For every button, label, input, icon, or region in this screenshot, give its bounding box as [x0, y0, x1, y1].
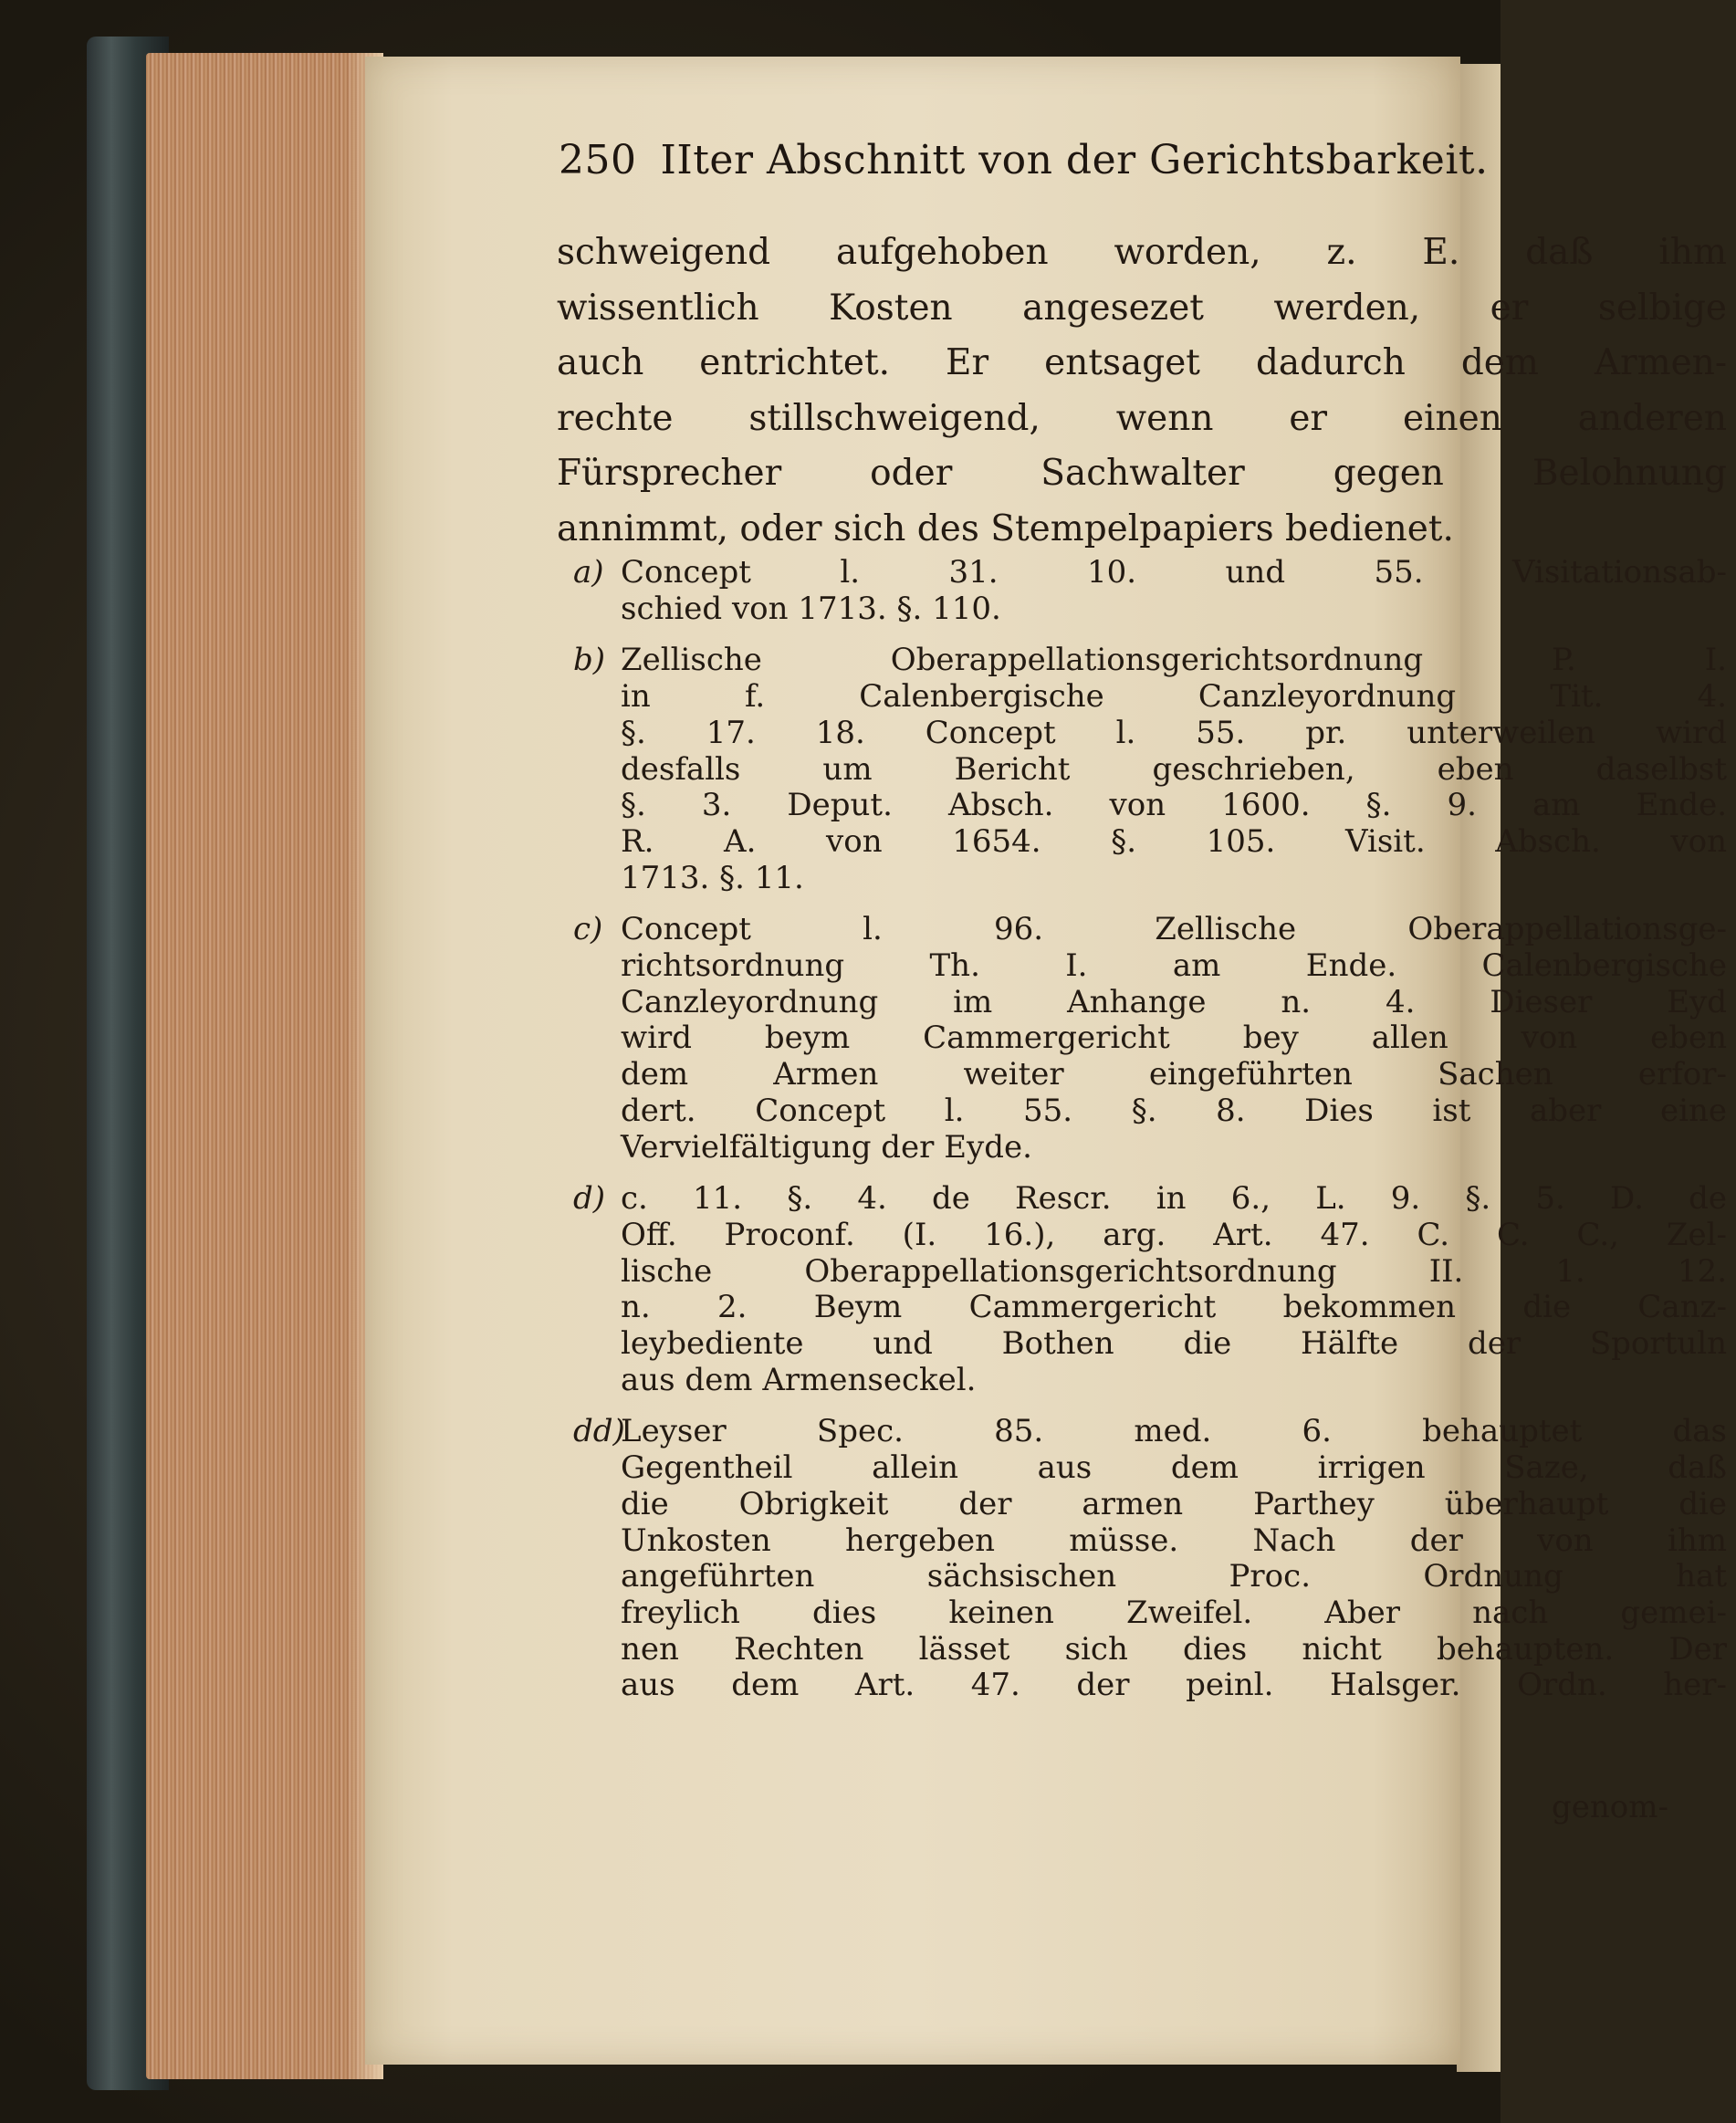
text-line: wissentlich Kosten angesezet werden, er selbige: [557, 287, 1727, 329]
footnote-dd: [557, 1414, 1727, 1704]
catchword: genom-: [1552, 1789, 1668, 1825]
page-number: 250: [559, 137, 637, 183]
footnote-line: schied von 1713. §. 110.: [621, 590, 1001, 627]
footnote-line: freylich dies keinen Zweifel. Aber nach gemei-: [621, 1594, 1727, 1631]
footnote-line: Canzleyordnung im Anhange n. 4. Dieser Eyd: [621, 983, 1727, 1020]
footnote-line: Unkosten hergeben müsse. Nach der von ihm: [621, 1522, 1727, 1559]
footnote-line: die Obrigkeit der armen Parthey überhaupt die: [621, 1485, 1727, 1522]
footnote-label: a): [573, 554, 604, 591]
footnote-b: [557, 643, 1727, 896]
footnote-a: [557, 555, 1727, 627]
footnote-c: [557, 912, 1727, 1166]
footnote-line: c. 11. §. 4. de Rescr. in 6., L. 9. §. 5. D. de: [621, 1180, 1727, 1218]
footnote-line: lische Oberappellationsgerichtsordnung II. 1. 12.: [621, 1252, 1727, 1290]
book-page: [365, 57, 1727, 2065]
text-line: Fürsprecher oder Sachwalter gegen Belohnung: [557, 453, 1727, 494]
footnote-label: b): [573, 642, 606, 679]
running-header: [559, 137, 1736, 183]
footnote-line: angeführten sächsischen Proc. Ordnung hat: [621, 1558, 1727, 1595]
running-title: IIter Abschnitt von der Gerichtsbarkeit.: [660, 137, 1489, 183]
footnotes: [557, 555, 1727, 1720]
footnote-d: [557, 1181, 1727, 1398]
text-line: rechte stillschweigend, wenn er einen anderen: [557, 397, 1727, 439]
footnote-line: in f. Calenbergische Canzleyordnung Tit. 4.: [621, 678, 1727, 716]
footnote-line: leybediente und Bothen die Hälfte der Sportuln: [621, 1325, 1727, 1363]
footnote-line: Zellische Oberappellationsgerichtsordnung P. I.: [621, 642, 1727, 679]
footnote-line: Off. Proconf. (I. 16.), arg. Art. 47. C. C. C., Zel-: [621, 1216, 1727, 1253]
footnote-line: Leyser Spec. 85. med. 6. behauptet das: [621, 1413, 1727, 1450]
footnote-line: Gegentheil allein aus dem irrigen Saze, daß: [621, 1449, 1727, 1487]
footnote-line: Concept l. 96. Zellische Oberappellationsge-: [621, 911, 1727, 948]
footnote-line: §. 17. 18. Concept l. 55. pr. unterweilen wird: [621, 714, 1727, 751]
footnote-line: Concept l. 31. 10. und 55. Visitationsab-: [621, 554, 1727, 591]
footnote-label: d): [573, 1180, 606, 1218]
footnote-line: richtsordnung Th. I. am Ende. Calenbergische: [621, 947, 1727, 985]
text-line: annimmt, oder sich des Stempelpapiers bedienet.: [557, 507, 1454, 549]
page-edges: [146, 53, 383, 2079]
footnote-line: dem Armen weiter eingeführten Sachen erfor-: [621, 1056, 1727, 1093]
footnote-line: Vervielfältigung der Eyde.: [621, 1128, 1032, 1166]
footnote-line: 1713. §. 11.: [621, 859, 804, 896]
footnote-line: aus dem Art. 47. der peinl. Halsger. Ordn. her-: [621, 1667, 1727, 1704]
footnote-label: c): [573, 911, 603, 948]
text-line: auch entrichtet. Er entsaget dadurch dem Armen-: [557, 342, 1727, 383]
footnote-line: wird beym Cammergericht bey allen von eben: [621, 1020, 1727, 1057]
footnote-label: dd): [573, 1413, 625, 1450]
footnote-line: aus dem Armenseckel.: [621, 1361, 977, 1398]
footnote-line: desfalls um Bericht geschrieben, eben daselbst: [621, 750, 1727, 788]
footnote-line: dert. Concept l. 55. §. 8. Dies ist aber eine: [621, 1092, 1727, 1129]
text-line: schweigend aufgehoben worden, z. E. daß ihm: [557, 232, 1727, 273]
footnote-line: §. 3. Deput. Absch. von 1600. §. 9. am Ende.: [621, 787, 1727, 824]
footnote-line: R. A. von 1654. §. 105. Visit. Absch. von: [621, 822, 1727, 860]
footnote-line: n. 2. Beym Cammergericht bekommen die Canz-: [621, 1289, 1727, 1326]
main-text: [557, 225, 1727, 557]
footnote-line: nen Rechten lässet sich dies nicht behaupten. Der: [621, 1630, 1727, 1668]
